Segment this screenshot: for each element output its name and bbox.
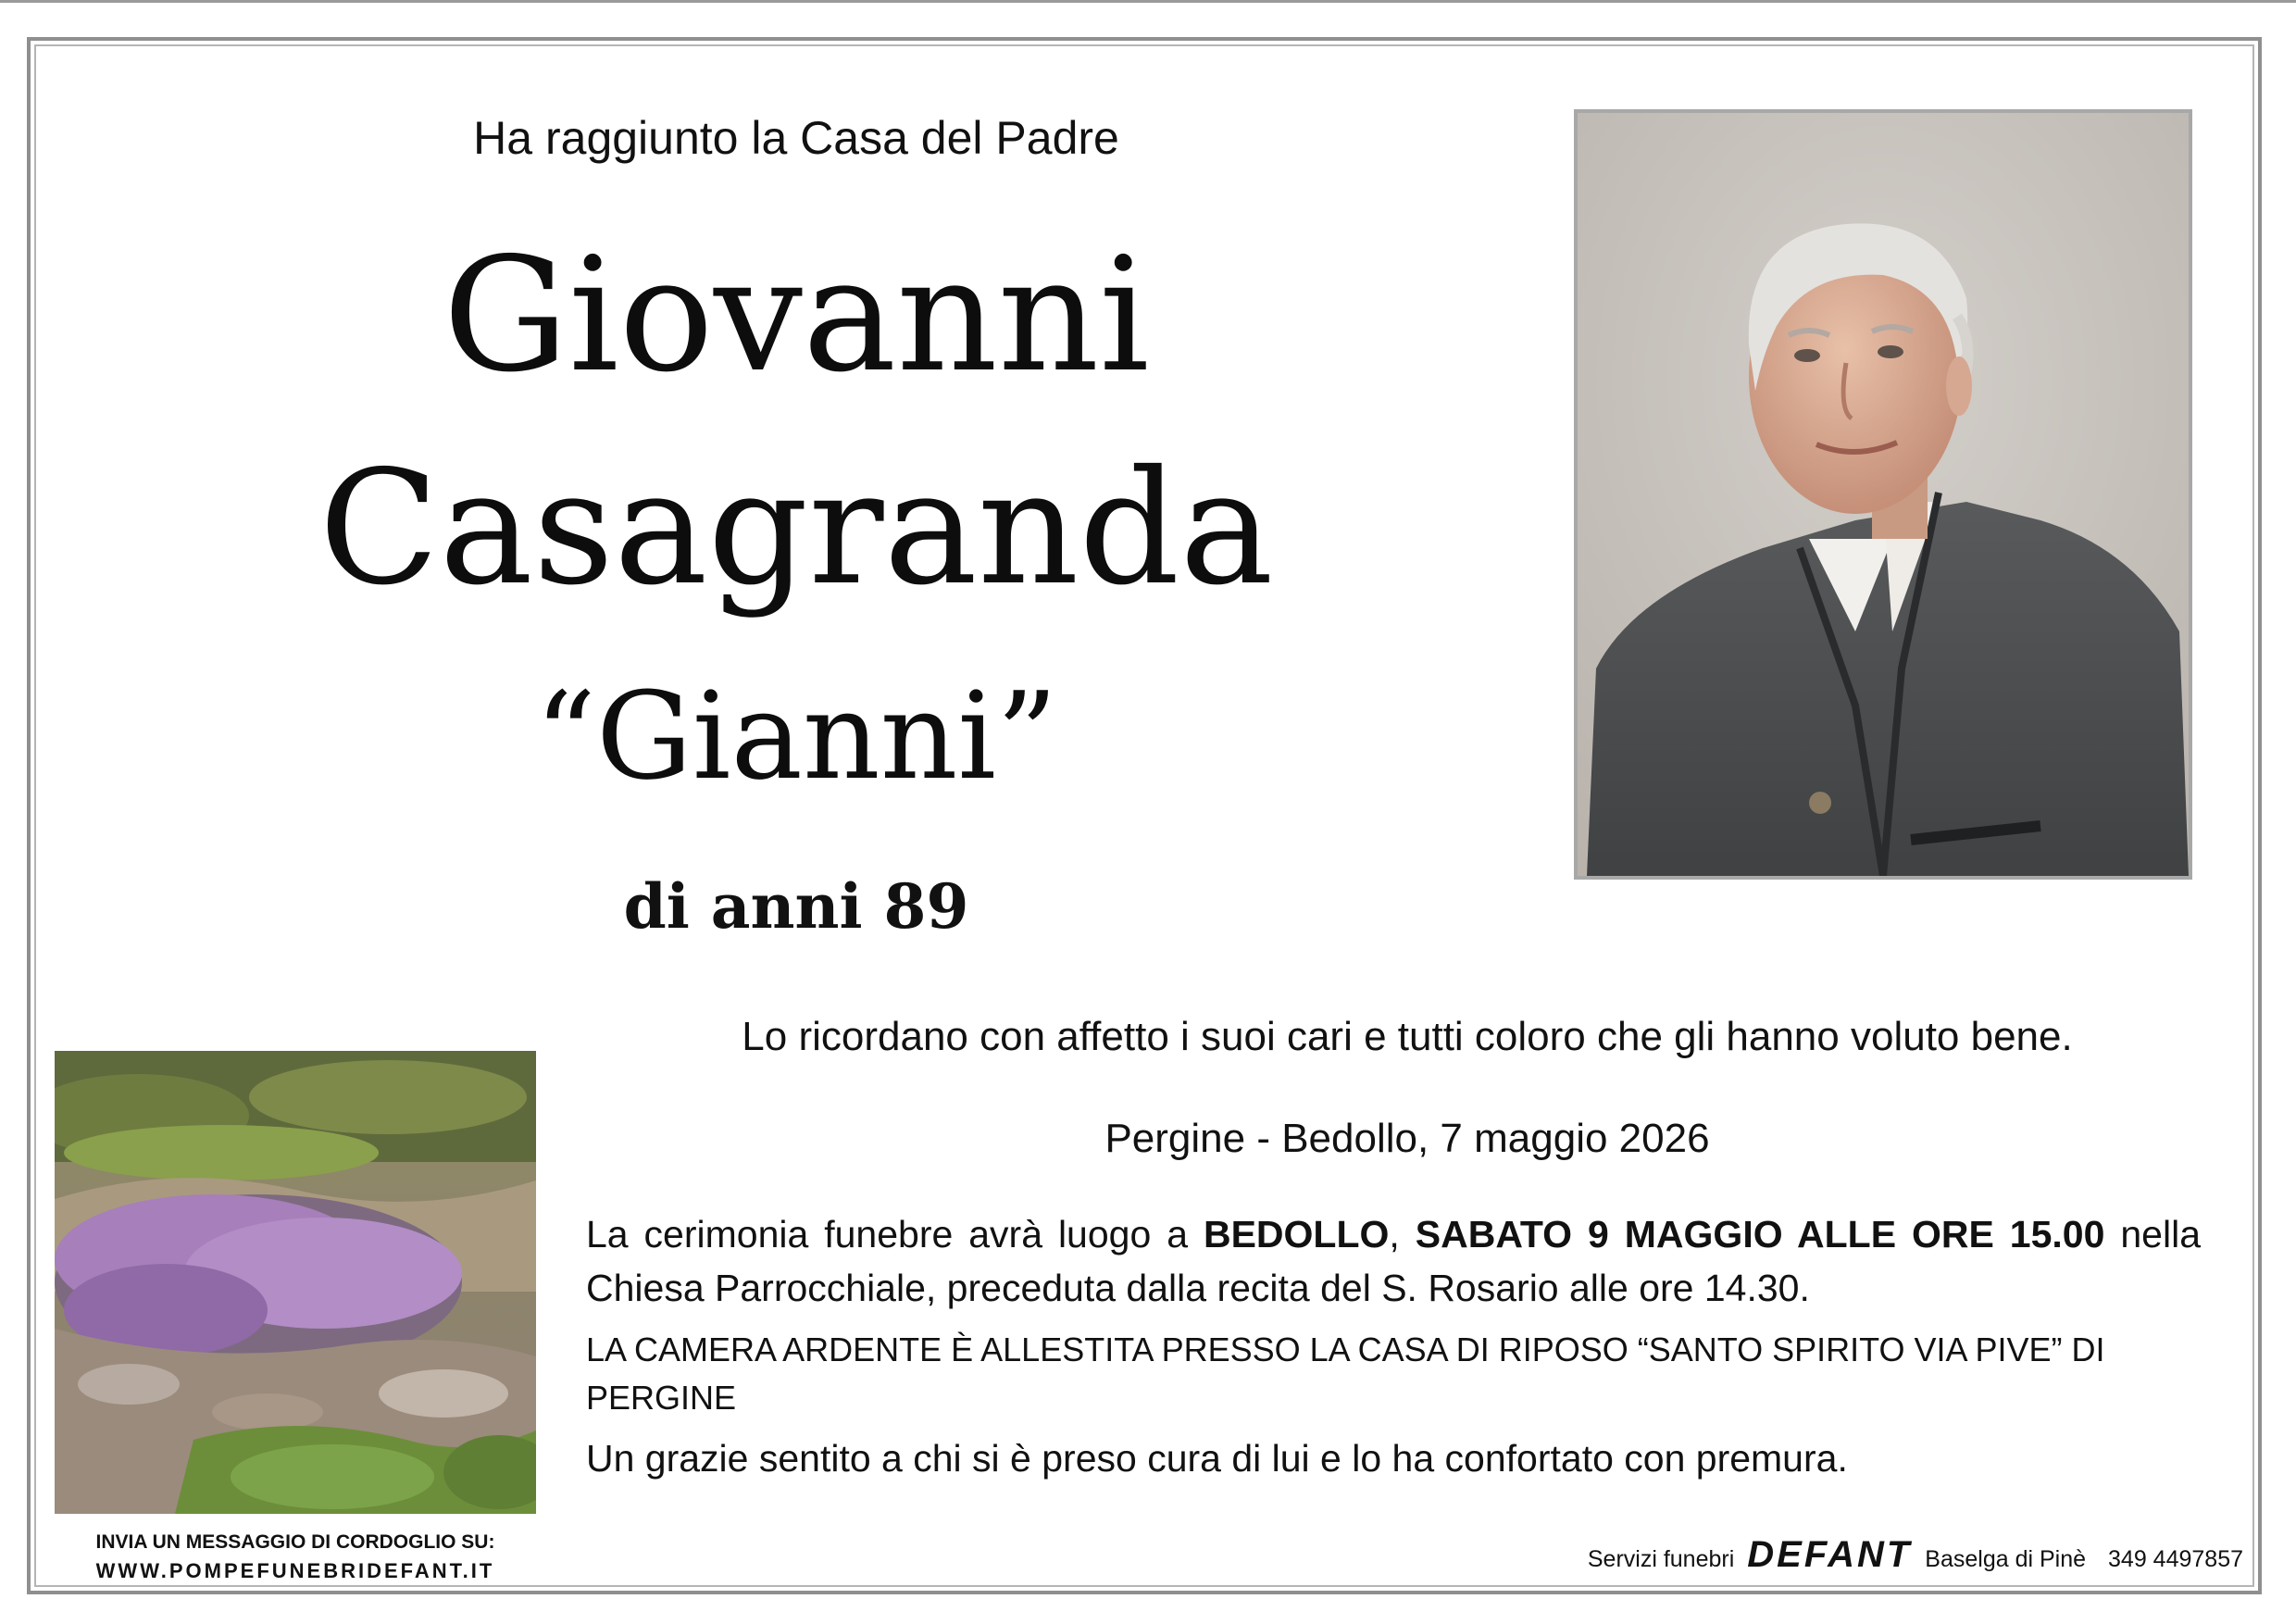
last-name: Casagranda xyxy=(318,437,1274,620)
funeral-service-footer xyxy=(1588,1534,2243,1576)
ceremony-text-2: , xyxy=(1389,1213,1416,1255)
portrait-illustration xyxy=(1578,113,2189,876)
condolence-url[interactable]: WWW.POMPEFUNEBRIDEFANT.IT xyxy=(95,1559,495,1582)
intro-text: Ha raggiunto la Casa del Padre xyxy=(473,112,1119,164)
service-prefix: Servizi funebri xyxy=(1587,1546,1735,1572)
portrait-photo xyxy=(1574,109,2192,880)
top-rule xyxy=(0,0,2296,3)
first-name: Giovanni xyxy=(443,224,1150,407)
nickname: “Gianni” xyxy=(534,666,1058,806)
service-location: Baselga di Pinè xyxy=(1925,1546,2087,1572)
ceremony-text-1: La cerimonia funebre avrà luogo a xyxy=(586,1213,1204,1255)
ceremony-text-3: nella Chiesa Parrocchiale, preceduta dalla recita del S. Rosario alle ore 14.30. xyxy=(586,1213,2201,1309)
thanks-text: Un grazie sentito a chi si è preso cura di lui e lo ha confortato con premura. xyxy=(586,1437,1848,1480)
wake-notice: LA CAMERA ARDENTE È ALLESTITA PRESSO LA CASA DI RIPOSO “SANTO SPIRITO VIA PIVE” DI PERGINE xyxy=(586,1330,2105,1417)
ceremony-date-time: SABATO 9 MAGGIO ALLE ORE 15.00 xyxy=(1415,1213,2105,1255)
age-text: di anni 89 xyxy=(623,870,969,943)
ceremony-place: BEDOLLO xyxy=(1203,1213,1390,1255)
service-phone: 349 4497857 xyxy=(2108,1546,2243,1572)
brand-logo: DEFANT xyxy=(1747,1534,1913,1575)
memory-text: Lo ricordano con affetto i suoi cari e tutti coloro che gli hanno voluto bene. xyxy=(742,1014,2073,1059)
place-date: Pergine - Bedollo, 7 maggio 2026 xyxy=(1104,1116,1710,1161)
condolence-label: INVIA UN MESSAGGIO DI CORDOGLIO SU: xyxy=(95,1531,495,1553)
ceremony-details xyxy=(586,1207,2201,1315)
heather-landscape-photo xyxy=(55,1051,536,1514)
condolence-box xyxy=(55,1528,536,1585)
heather-illustration xyxy=(55,1051,536,1514)
